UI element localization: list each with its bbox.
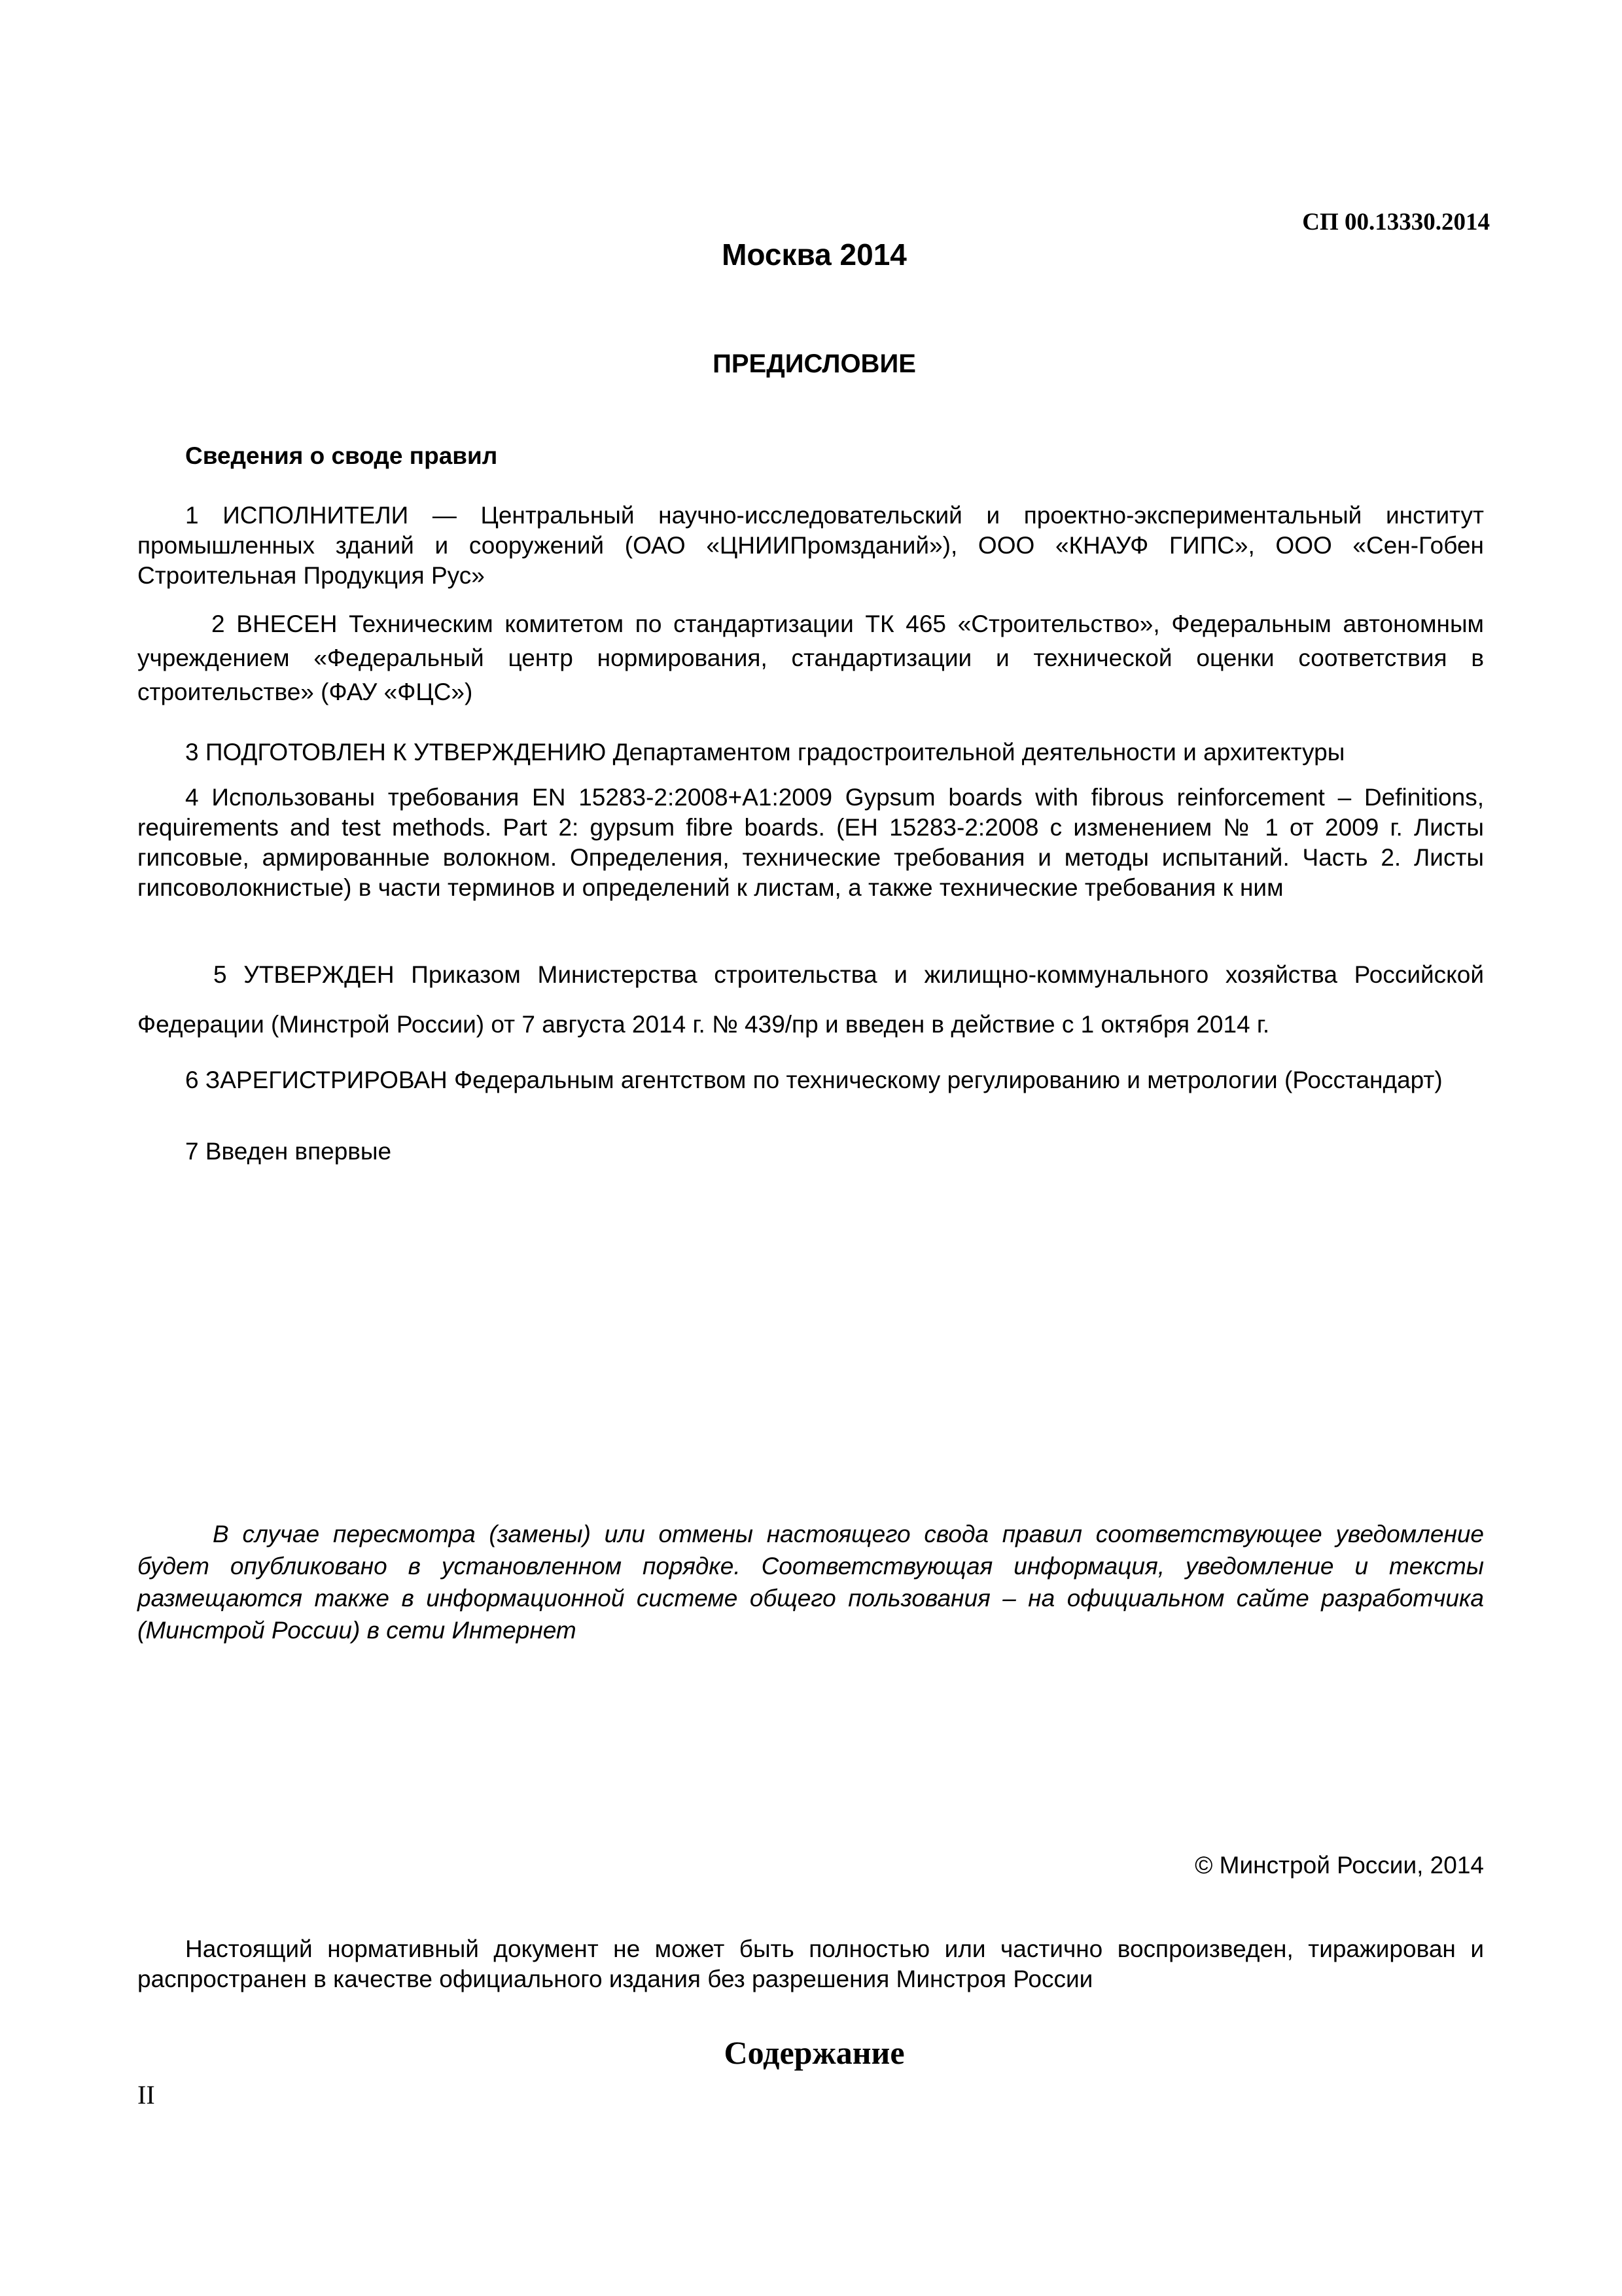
foreword-item-1: 1 ИСПОЛНИТЕЛИ — Центральный научно-исследовательский и проектно-экспериментальный институт промышленных зданий и сооружений (ОАО «ЦНИИПромзданий»), ООО «КНАУФ ГИПС», ООО «Сен-Гобен Строительная Продукция Рус»: [137, 502, 1484, 589]
document-code: СП 00.13330.2014: [1302, 209, 1490, 236]
foreword-title: ПРЕДИСЛОВИЕ: [713, 349, 916, 378]
foreword-item-7: 7 Введен впервые: [185, 1138, 392, 1165]
revision-notice: В случае пересмотра (замены) или отмены настоящего свода правил соответствующее уведомление будет опубликовано в установленном порядке. Соответствующая информация, уведомление и тексты размещаются также в информационной системе общего пользования – на официальном сайте разработчика (Минстрой России) в сети Интернет: [137, 1521, 1484, 1644]
page-number: II: [137, 2080, 155, 2110]
city-year: Москва 2014: [722, 238, 907, 272]
section-subheading: Сведения о своде правил: [185, 442, 498, 469]
foreword-item-5: 5 УТВЕРЖДЕН Приказом Министерства строительства и жилищно-коммунального хозяйства Российской Федерации (Минстрой России) от 7 августа 2014 г. № 439/пр и введен в действие с 1 октября 2014 г.: [137, 961, 1484, 1038]
contents-title: Содержание: [724, 2034, 905, 2071]
foreword-item-6: 6 ЗАРЕГИСТРИРОВАН Федеральным агентством по техническому регулированию и метрологии (Росстандарт): [185, 1067, 1443, 1093]
reproduction-notice: Настоящий нормативный документ не может быть полностью или частично воспроизведен, тиражирован и распространен в качестве официального издания без разрешения Минстроя России: [137, 1935, 1484, 1992]
foreword-item-4: 4 Использованы требования EN 15283-2:2008+A1:2009 Gypsum boards with fibrous reinforcement – Definitions, requirements and test methods. Part 2: gypsum fibre boards. (ЕН 15283-2:2008 с изменением № 1 от 2009 г. Листы гипсовые, армированные волокном. Определения, технические требования и методы испытаний. Часть 2. Листы гипсоволокнистые) в части терминов и определений к листам, а также технические требования к ним: [137, 784, 1484, 901]
foreword-item-3: 3 ПОДГОТОВЛЕН К УТВЕРЖДЕНИЮ Департаментом градостроительной деятельности и архитектуры: [185, 739, 1345, 766]
foreword-item-2: 2 ВНЕСЕН Техническим комитетом по стандартизации ТК 465 «Строительство», Федеральным автономным учреждением «Федеральный центр нормирования, стандартизации и технической оценки соответствия в строительстве» (ФАУ «ФЦС»): [137, 610, 1484, 705]
copyright: © Минстрой России, 2014: [1195, 1852, 1484, 1879]
